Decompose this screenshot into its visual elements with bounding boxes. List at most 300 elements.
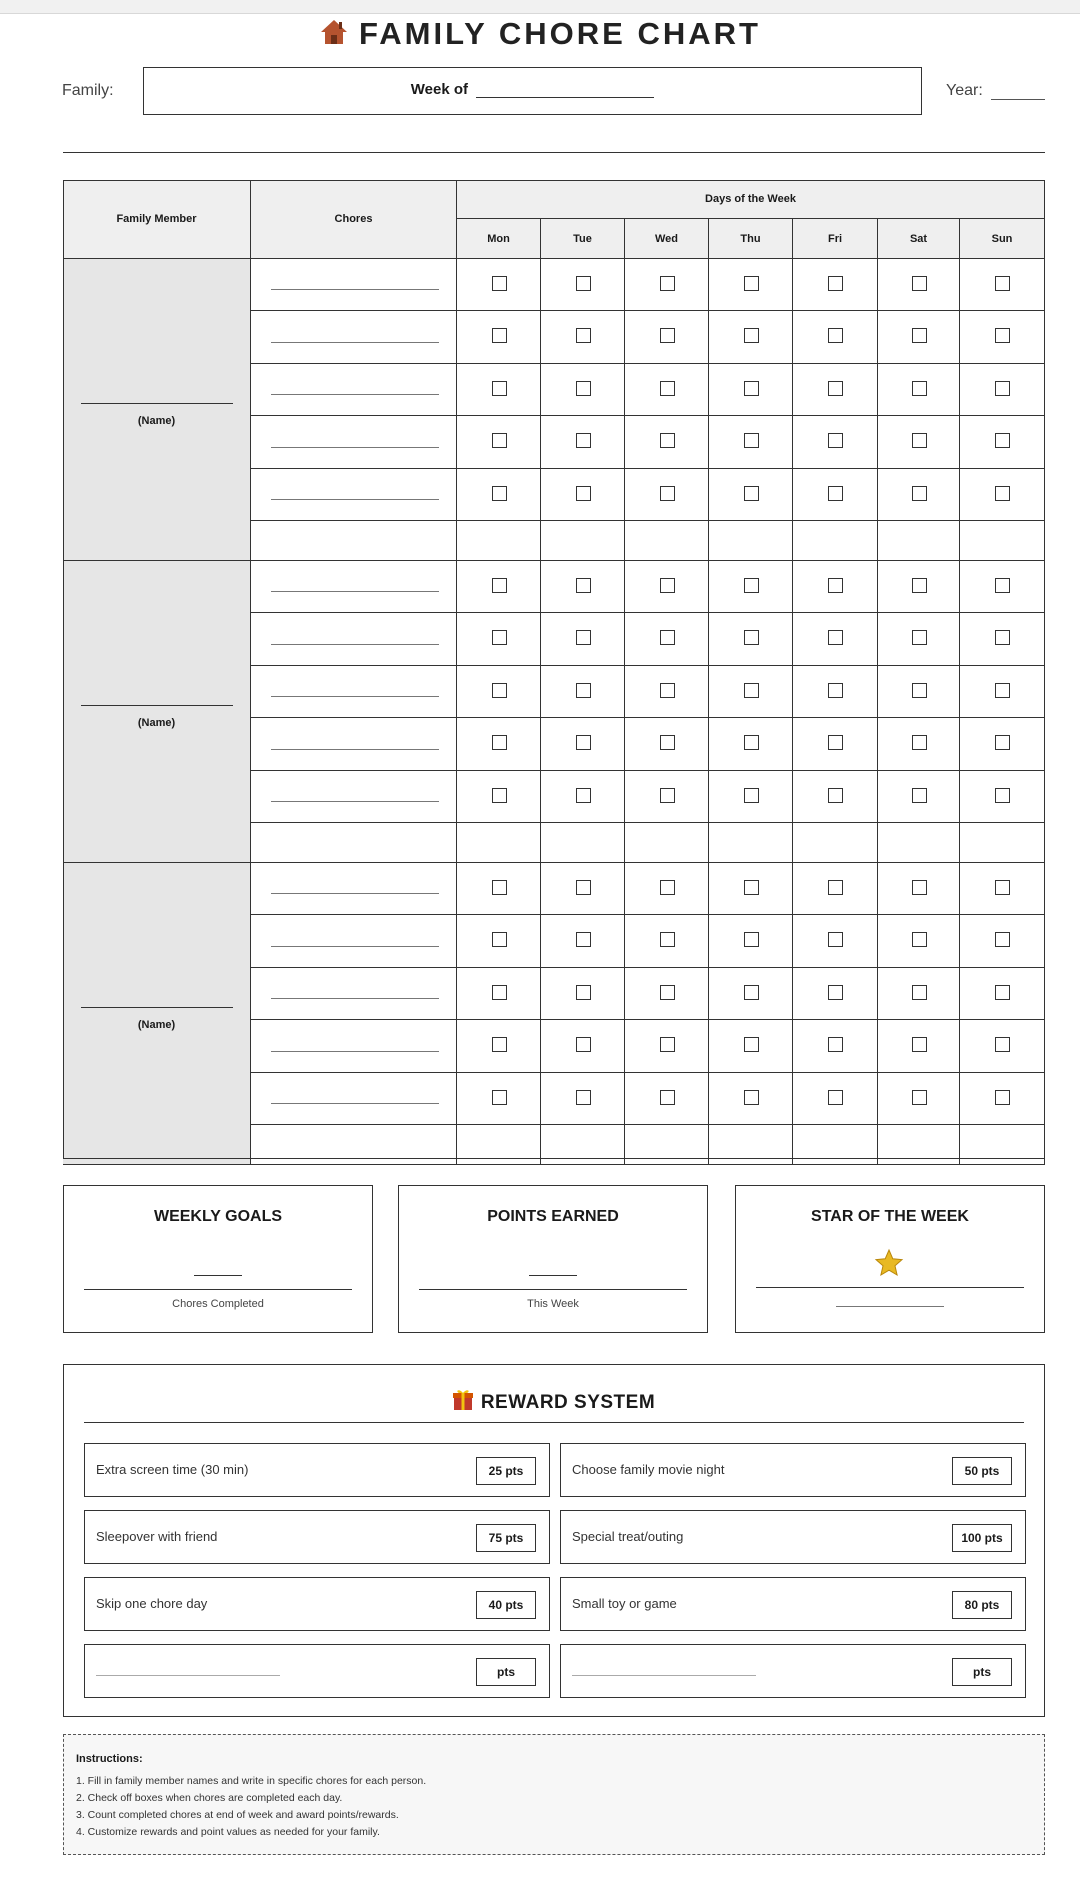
chore-checkbox[interactable] [576, 1037, 591, 1052]
member-header: Family Member [63, 180, 251, 259]
chore-checkbox[interactable] [576, 735, 591, 750]
member-name-field[interactable] [81, 1007, 233, 1008]
chore-name-field[interactable] [271, 749, 439, 750]
week-of-label: Week of [410, 81, 469, 98]
chore-grid [63, 180, 1045, 1159]
day-cell [793, 259, 878, 311]
chore-checkbox[interactable] [576, 276, 591, 291]
chore-checkbox[interactable] [995, 932, 1010, 947]
chore-checkbox[interactable] [744, 276, 759, 291]
chore-name-field[interactable] [271, 1103, 439, 1104]
chore-checkbox[interactable] [576, 578, 591, 593]
day-cell [960, 613, 1045, 666]
points-earned-field[interactable] [529, 1275, 577, 1276]
chore-name-field[interactable] [271, 801, 439, 802]
browser-top-bar [0, 0, 1080, 14]
day-cell [960, 469, 1045, 521]
chore-name-field[interactable] [271, 998, 439, 999]
day-cell [878, 1125, 960, 1165]
family-name-field[interactable] [143, 67, 922, 115]
reward-item [560, 1510, 1026, 1564]
day-cell [709, 771, 793, 823]
chore-name-field[interactable] [271, 499, 439, 500]
day-cell [625, 823, 709, 863]
reward-item [560, 1644, 1026, 1698]
day-cell [878, 416, 960, 469]
chore-checkbox[interactable] [995, 1037, 1010, 1052]
day-cell [709, 259, 793, 311]
reward-label-field[interactable] [572, 1675, 756, 1676]
points-earned-box [398, 1185, 708, 1333]
chore-checkbox[interactable] [828, 683, 843, 698]
chore-checkbox[interactable] [576, 630, 591, 645]
chore-checkbox[interactable] [828, 735, 843, 750]
day-cell [541, 311, 625, 364]
chore-checkbox[interactable] [912, 381, 927, 396]
chore-checkbox[interactable] [660, 932, 675, 947]
day-cell [625, 259, 709, 311]
day-cell [625, 968, 709, 1020]
chore-checkbox[interactable] [744, 683, 759, 698]
day-cell [793, 771, 878, 823]
chore-name-field[interactable] [271, 1051, 439, 1052]
star-of-week-box [735, 1185, 1045, 1333]
instruction-line: 2. Check off boxes when chores are completed each day. [76, 1792, 343, 1804]
chore-checkbox[interactable] [912, 578, 927, 593]
chore-checkbox[interactable] [912, 985, 927, 1000]
blank-row-cell [251, 823, 457, 863]
chore-cell [251, 311, 457, 364]
day-cell [541, 823, 625, 863]
chore-checkbox[interactable] [576, 985, 591, 1000]
day-cell [878, 259, 960, 311]
chore-name-field[interactable] [271, 342, 439, 343]
chore-checkbox[interactable] [576, 328, 591, 343]
chore-checkbox[interactable] [744, 880, 759, 895]
chore-checkbox[interactable] [492, 433, 507, 448]
day-cell [709, 863, 793, 915]
chore-checkbox[interactable] [995, 486, 1010, 501]
day-header-fri: Fri [793, 219, 878, 259]
member-name-field[interactable] [81, 705, 233, 706]
chore-checkbox[interactable] [912, 788, 927, 803]
day-cell [793, 469, 878, 521]
day-cell [541, 521, 625, 561]
chore-checkbox[interactable] [660, 486, 675, 501]
day-cell [457, 311, 541, 364]
day-cell [457, 364, 541, 416]
chore-checkbox[interactable] [828, 932, 843, 947]
chore-cell [251, 915, 457, 968]
chore-checkbox[interactable] [576, 381, 591, 396]
reward-label-field[interactable] [96, 1675, 280, 1676]
day-cell [793, 521, 878, 561]
divider [63, 152, 1045, 153]
day-cell [793, 561, 878, 613]
chore-checkbox[interactable] [576, 486, 591, 501]
day-cell [457, 469, 541, 521]
chore-checkbox[interactable] [912, 433, 927, 448]
chore-checkbox[interactable] [576, 433, 591, 448]
reward-points: 25 pts [476, 1457, 536, 1485]
chore-checkbox[interactable] [576, 880, 591, 895]
day-cell [709, 1073, 793, 1125]
chore-checkbox[interactable] [828, 328, 843, 343]
chore-checkbox[interactable] [744, 1037, 759, 1052]
chore-checkbox[interactable] [912, 880, 927, 895]
reward-label: Special treat/outing [572, 1529, 684, 1544]
chore-checkbox[interactable] [995, 683, 1010, 698]
reward-label: Sleepover with friend [96, 1529, 218, 1544]
chore-checkbox[interactable] [744, 788, 759, 803]
day-cell [709, 666, 793, 718]
day-cell [878, 364, 960, 416]
reward-points: 40 pts [476, 1591, 536, 1619]
day-cell [960, 823, 1045, 863]
reward-item [560, 1577, 1026, 1631]
day-cell [709, 915, 793, 968]
day-cell [457, 1125, 541, 1165]
chore-checkbox[interactable] [744, 932, 759, 947]
points-earned-title: POINTS EARNED [487, 1208, 619, 1225]
chore-checkbox[interactable] [660, 1037, 675, 1052]
day-cell [878, 311, 960, 364]
chore-checkbox[interactable] [744, 630, 759, 645]
day-cell [960, 1073, 1045, 1125]
day-cell [625, 863, 709, 915]
day-cell [709, 1125, 793, 1165]
reward-item [560, 1443, 1026, 1497]
reward-points[interactable]: pts [476, 1658, 536, 1686]
chore-checkbox[interactable] [492, 381, 507, 396]
chore-checkbox[interactable] [912, 486, 927, 501]
day-cell [793, 364, 878, 416]
name-caption: (Name) [137, 1019, 176, 1031]
chore-cell [251, 718, 457, 771]
chore-checkbox[interactable] [995, 433, 1010, 448]
day-cell [793, 311, 878, 364]
day-cell [960, 364, 1045, 416]
chore-checkbox[interactable] [995, 630, 1010, 645]
day-cell [625, 561, 709, 613]
day-cell [878, 1073, 960, 1125]
day-cell [625, 469, 709, 521]
chore-checkbox[interactable] [828, 880, 843, 895]
day-cell [793, 666, 878, 718]
day-cell [960, 1125, 1045, 1165]
day-cell [457, 613, 541, 666]
chore-checkbox[interactable] [576, 683, 591, 698]
chore-checkbox[interactable] [492, 486, 507, 501]
day-cell [709, 823, 793, 863]
chore-checkbox[interactable] [576, 932, 591, 947]
day-cell [541, 1020, 625, 1073]
chore-checkbox[interactable] [912, 1037, 927, 1052]
chore-name-field[interactable] [271, 946, 439, 947]
day-cell [878, 915, 960, 968]
day-cell [625, 666, 709, 718]
weekly-goals-field[interactable] [194, 1275, 242, 1276]
day-cell [793, 1020, 878, 1073]
chore-checkbox[interactable] [492, 735, 507, 750]
day-cell [878, 823, 960, 863]
reward-label: Small toy or game [572, 1596, 677, 1611]
chore-cell [251, 364, 457, 416]
chore-checkbox[interactable] [828, 276, 843, 291]
day-header-wed: Wed [625, 219, 709, 259]
chore-checkbox[interactable] [660, 1090, 675, 1105]
day-cell [878, 863, 960, 915]
divider [419, 1289, 687, 1290]
day-cell [457, 521, 541, 561]
chore-checkbox[interactable] [660, 985, 675, 1000]
chore-checkbox[interactable] [744, 1090, 759, 1105]
reward-points: 80 pts [952, 1591, 1012, 1619]
day-cell [625, 915, 709, 968]
day-cell [541, 1073, 625, 1125]
day-cell [625, 1020, 709, 1073]
day-cell [960, 666, 1045, 718]
divider [84, 1289, 352, 1290]
day-cell [960, 311, 1045, 364]
day-cell [793, 968, 878, 1020]
chore-checkbox[interactable] [744, 381, 759, 396]
day-cell [457, 718, 541, 771]
chore-checkbox[interactable] [492, 788, 507, 803]
day-cell [541, 718, 625, 771]
chore-name-field[interactable] [271, 644, 439, 645]
name-caption: (Name) [137, 415, 176, 427]
chore-checkbox[interactable] [660, 880, 675, 895]
chore-checkbox[interactable] [995, 788, 1010, 803]
chore-cell [251, 469, 457, 521]
chore-checkbox[interactable] [660, 630, 675, 645]
day-cell [457, 561, 541, 613]
day-cell [960, 771, 1045, 823]
chore-cell [251, 613, 457, 666]
chore-checkbox[interactable] [492, 985, 507, 1000]
chore-checkbox[interactable] [492, 630, 507, 645]
reward-points: 75 pts [476, 1524, 536, 1552]
chore-checkbox[interactable] [660, 578, 675, 593]
member-name-field[interactable] [81, 403, 233, 404]
chore-checkbox[interactable] [492, 683, 507, 698]
chore-checkbox[interactable] [828, 486, 843, 501]
chore-cell [251, 561, 457, 613]
day-cell [709, 416, 793, 469]
chore-checkbox[interactable] [744, 985, 759, 1000]
day-cell [541, 863, 625, 915]
day-header-mon: Mon [457, 219, 541, 259]
chore-checkbox[interactable] [492, 1090, 507, 1105]
member-name-cell [63, 863, 251, 1165]
chore-checkbox[interactable] [828, 1090, 843, 1105]
day-cell [793, 863, 878, 915]
day-cell [793, 718, 878, 771]
chore-name-field[interactable] [271, 447, 439, 448]
chore-checkbox[interactable] [828, 381, 843, 396]
day-cell [709, 1020, 793, 1073]
chore-checkbox[interactable] [576, 1090, 591, 1105]
chore-checkbox[interactable] [744, 578, 759, 593]
chore-checkbox[interactable] [660, 788, 675, 803]
star-icon [874, 1248, 904, 1283]
chore-name-field[interactable] [271, 394, 439, 395]
day-cell [541, 561, 625, 613]
chore-checkbox[interactable] [744, 328, 759, 343]
member-name-cell [63, 561, 251, 863]
chore-checkbox[interactable] [912, 328, 927, 343]
reward-label: Extra screen time (30 min) [96, 1462, 249, 1477]
day-cell [960, 561, 1045, 613]
chore-checkbox[interactable] [995, 381, 1010, 396]
star-of-week-title: STAR OF THE WEEK [811, 1208, 969, 1225]
day-cell [457, 666, 541, 718]
day-cell [960, 1020, 1045, 1073]
chore-name-field[interactable] [271, 893, 439, 894]
gift-icon [453, 1389, 473, 1417]
chore-checkbox[interactable] [995, 328, 1010, 343]
instruction-line: 3. Count completed chores at end of week and award points/rewards. [76, 1809, 399, 1821]
day-cell [541, 469, 625, 521]
day-cell [709, 718, 793, 771]
chore-checkbox[interactable] [492, 578, 507, 593]
day-cell [541, 259, 625, 311]
day-cell [541, 968, 625, 1020]
chore-checkbox[interactable] [492, 1037, 507, 1052]
chore-cell [251, 416, 457, 469]
chore-checkbox[interactable] [828, 985, 843, 1000]
chore-cell [251, 1073, 457, 1125]
chore-cell [251, 771, 457, 823]
chore-checkbox[interactable] [828, 433, 843, 448]
weekly-goals-box [63, 1185, 373, 1333]
reward-system [63, 1364, 1045, 1717]
reward-item [84, 1510, 550, 1564]
chore-checkbox[interactable] [828, 578, 843, 593]
chore-checkbox[interactable] [912, 276, 927, 291]
day-cell [457, 416, 541, 469]
day-cell [960, 968, 1045, 1020]
chore-checkbox[interactable] [660, 328, 675, 343]
day-cell [960, 863, 1045, 915]
day-cell [625, 416, 709, 469]
day-cell [541, 666, 625, 718]
chore-checkbox[interactable] [828, 630, 843, 645]
chore-cell [251, 968, 457, 1020]
day-cell [541, 613, 625, 666]
day-header-thu: Thu [709, 219, 793, 259]
chore-checkbox[interactable] [492, 328, 507, 343]
chore-checkbox[interactable] [912, 735, 927, 750]
title-text: FAMILY CHORE CHART [359, 16, 761, 51]
chore-checkbox[interactable] [492, 276, 507, 291]
chore-checkbox[interactable] [492, 932, 507, 947]
chore-checkbox[interactable] [995, 578, 1010, 593]
instructions-title: Instructions: [76, 1753, 143, 1765]
chore-checkbox[interactable] [912, 683, 927, 698]
reward-item [84, 1577, 550, 1631]
chore-checkbox[interactable] [576, 788, 591, 803]
day-cell [878, 666, 960, 718]
day-cell [457, 1073, 541, 1125]
day-cell [709, 561, 793, 613]
chore-checkbox[interactable] [660, 735, 675, 750]
chore-checkbox[interactable] [995, 880, 1010, 895]
day-cell [541, 771, 625, 823]
reward-label: Skip one chore day [96, 1596, 208, 1611]
chore-checkbox[interactable] [912, 630, 927, 645]
chore-name-field[interactable] [271, 696, 439, 697]
blank-row-cell [251, 521, 457, 561]
year-field[interactable] [991, 99, 1045, 100]
week-of-field[interactable] [476, 84, 654, 98]
day-cell [457, 823, 541, 863]
day-cell [541, 416, 625, 469]
chore-checkbox[interactable] [744, 433, 759, 448]
chore-name-field[interactable] [271, 289, 439, 290]
chore-cell [251, 259, 457, 311]
chore-name-field[interactable] [271, 591, 439, 592]
chore-checkbox[interactable] [828, 1037, 843, 1052]
day-header-sat: Sat [878, 219, 960, 259]
chore-checkbox[interactable] [995, 276, 1010, 291]
reward-item [84, 1644, 550, 1698]
day-cell [625, 718, 709, 771]
chore-checkbox[interactable] [744, 735, 759, 750]
chore-checkbox[interactable] [744, 486, 759, 501]
chore-checkbox[interactable] [660, 433, 675, 448]
day-cell [625, 613, 709, 666]
day-cell [457, 771, 541, 823]
day-cell [878, 469, 960, 521]
day-cell [878, 771, 960, 823]
day-cell [878, 968, 960, 1020]
day-header-sun: Sun [960, 219, 1045, 259]
day-cell [625, 1073, 709, 1125]
day-cell [878, 521, 960, 561]
day-cell [457, 863, 541, 915]
day-cell [709, 613, 793, 666]
chore-cell [251, 863, 457, 915]
day-header-tue: Tue [541, 219, 625, 259]
chore-checkbox[interactable] [828, 788, 843, 803]
day-cell [541, 915, 625, 968]
day-cell [457, 259, 541, 311]
instructions-box [63, 1734, 1045, 1855]
divider [84, 1422, 1024, 1423]
chore-checkbox[interactable] [660, 276, 675, 291]
chore-checkbox[interactable] [995, 1090, 1010, 1105]
day-cell [541, 364, 625, 416]
day-cell [625, 521, 709, 561]
chore-checkbox[interactable] [660, 683, 675, 698]
day-cell [457, 915, 541, 968]
reward-points[interactable]: pts [952, 1658, 1012, 1686]
star-name-field[interactable] [836, 1306, 944, 1307]
day-cell [625, 771, 709, 823]
chore-checkbox[interactable] [995, 985, 1010, 1000]
day-cell [793, 823, 878, 863]
chore-checkbox[interactable] [492, 880, 507, 895]
day-cell [793, 915, 878, 968]
chore-checkbox[interactable] [912, 1090, 927, 1105]
chore-checkbox[interactable] [660, 381, 675, 396]
page-title [0, 16, 1080, 54]
chore-checkbox[interactable] [912, 932, 927, 947]
chore-checkbox[interactable] [995, 735, 1010, 750]
year-label: Year: [946, 82, 983, 99]
